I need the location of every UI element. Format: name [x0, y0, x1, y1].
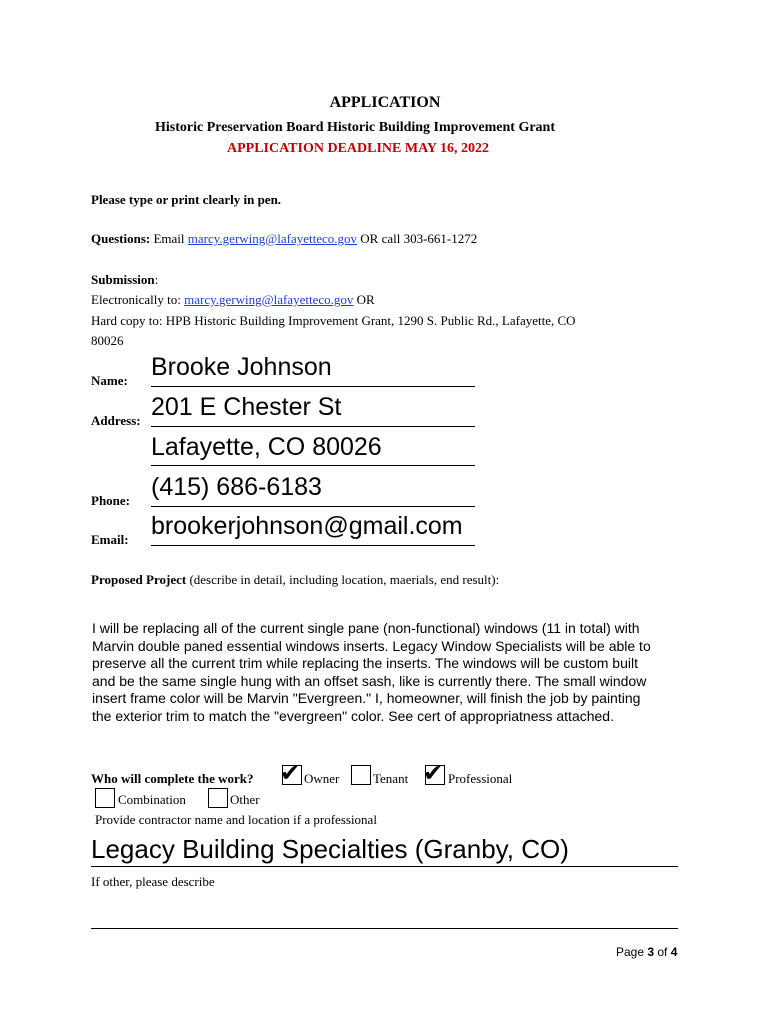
proposed-project-label: Proposed Project [91, 572, 187, 587]
submission-colon: : [154, 272, 159, 287]
questions-text-after: OR call 303-661-1272 [357, 231, 478, 246]
questions-label: Questions: [91, 231, 151, 246]
page-prefix: Page [616, 945, 648, 959]
submission-hardcopy-zip: 80026 [91, 333, 124, 348]
form-title: APPLICATION [329, 94, 441, 111]
submission-email-link[interactable]: marcy.gerwing@lafayetteco.gov [184, 292, 354, 307]
combination-checkbox[interactable] [95, 788, 115, 808]
other-describe-underline [91, 928, 678, 929]
name-underline [151, 386, 475, 387]
owner-check-icon: ✔ [280, 759, 301, 787]
page-current: 3 [647, 945, 655, 959]
submission-hardcopy-line: Hard copy to: HPB Historic Building Improvement Grant, 1290 S. Public Rd., Lafayette, CO [91, 313, 576, 328]
form-subtitle: Historic Preservation Board Historic Building Improvement Grant [155, 120, 556, 135]
questions-text-before: Email [150, 231, 188, 246]
address-line2-field[interactable]: Lafayette, CO 80026 [151, 433, 382, 461]
electronic-suffix: OR [353, 292, 375, 307]
completion-question: Who will complete the work? [91, 771, 254, 786]
other-describe-field[interactable] [91, 908, 678, 926]
tenant-checkbox[interactable] [351, 765, 371, 785]
submission-heading [91, 272, 158, 288]
page-total: 4 [670, 945, 678, 959]
email-underline [151, 545, 475, 546]
submission-label: Submission [91, 272, 155, 287]
contractor-prompt: Provide contractor name and location if a professional [95, 812, 377, 827]
questions-line [91, 231, 477, 247]
phone-label: Phone: [91, 493, 130, 508]
address-line1-underline [151, 426, 475, 427]
proposed-project-heading [91, 572, 499, 588]
questions-email-link[interactable]: marcy.gerwing@lafayetteco.gov [187, 231, 358, 246]
page-of: of [654, 945, 671, 959]
print-instruction: Please type or print clearly in pen. [91, 192, 282, 207]
email-label: Email: [91, 532, 129, 547]
project-description-field[interactable]: I will be replacing all of the current single pane (non-functional) windows (11 in total) with Marvin double paned essential windows inserts. Legacy Window Specialists will be able to preserve all the current trim while replacing the inserts. The windows will be custom built and be the same single hung with an offset sash, like is currently there. The small window insert frame color will be Marvin "Evergreen." I, homeowner, will finish the job by painting the exterior trim to match the "evergreen" color. See cert of appropriatness attached. [92, 620, 651, 724]
phone-underline [151, 506, 475, 507]
proposed-project-hint: (describe in detail, including location, maerials, end result): [186, 572, 500, 587]
name-label: Name: [91, 373, 128, 388]
other-option-label: Other [230, 792, 260, 807]
owner-option-label: Owner [304, 771, 340, 786]
page-number [616, 945, 677, 959]
other-describe-prompt: If other, please describe [91, 874, 215, 889]
address-line1-field[interactable]: 201 E Chester St [151, 393, 342, 421]
email-field[interactable]: brookerjohnson@gmail.com [151, 512, 463, 540]
contractor-field[interactable]: Legacy Building Specialties (Granby, CO) [91, 834, 569, 864]
combination-option-label: Combination [118, 792, 186, 807]
professional-option-label: Professional [448, 771, 513, 786]
submission-electronic-line [91, 292, 375, 308]
tenant-option-label: Tenant [373, 771, 409, 786]
name-field[interactable]: Brooke Johnson [151, 353, 332, 381]
contractor-underline [91, 866, 678, 867]
application-deadline: APPLICATION DEADLINE MAY 16, 2022 [227, 141, 490, 156]
phone-field[interactable]: (415) 686-6183 [151, 473, 322, 501]
other-checkbox[interactable] [208, 788, 228, 808]
address-label: Address: [91, 413, 141, 428]
address-line2-underline [151, 465, 475, 466]
electronic-prefix: Electronically to: [91, 292, 185, 307]
professional-check-icon: ✔ [423, 759, 444, 787]
